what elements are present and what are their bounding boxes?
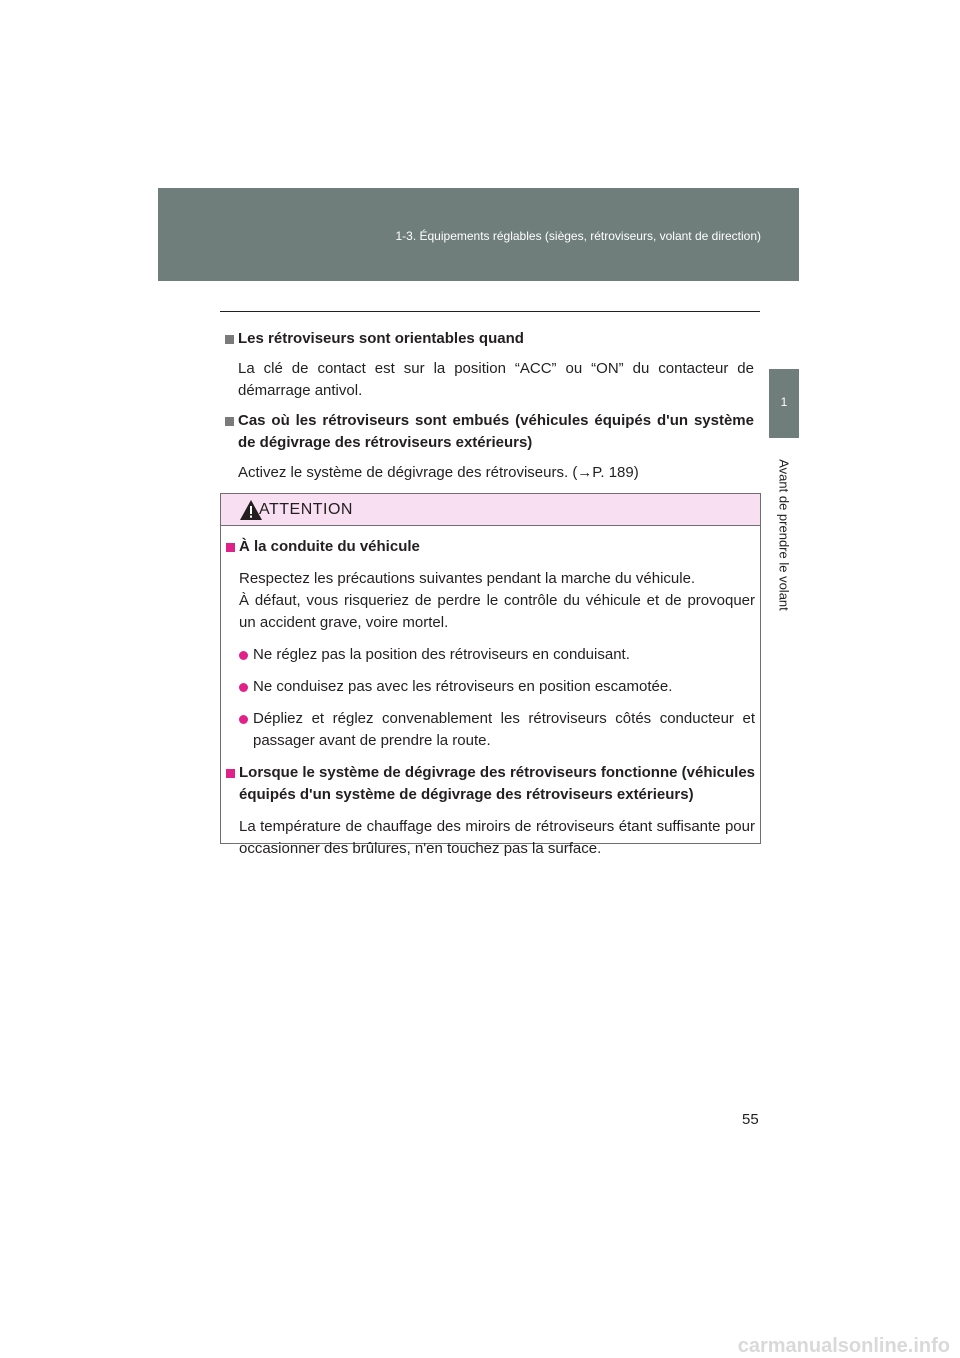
chapter-number: 1 — [780, 395, 788, 409]
main-content — [224, 328, 754, 484]
round-bullet-icon — [239, 683, 248, 692]
warning-bullet: Dépliez et réglez convenablement les rétroviseurs côtés conducteur et passager avant de prendre la route. — [225, 708, 755, 752]
warning-section-heading: À la conduite du véhicule — [225, 536, 755, 558]
square-bullet-icon — [226, 769, 235, 778]
warning-bullet: Ne conduisez pas avec les rétroviseurs en position escamotée. — [225, 676, 755, 698]
chapter-label: Avant de prendre le volant — [776, 459, 792, 611]
section-header-band — [158, 188, 799, 281]
round-bullet-icon — [239, 715, 248, 724]
item-heading: Les rétroviseurs sont orientables quand — [224, 328, 754, 350]
warning-title: ATTENTION — [259, 501, 353, 518]
warning-box — [220, 493, 761, 857]
watermark-text[interactable]: carmanualsonline.info — [737, 1335, 950, 1357]
warning-text: Respectez les précautions suivantes pendant la marche du véhicule. — [239, 570, 696, 587]
warning-body — [225, 536, 755, 860]
round-bullet-icon — [239, 651, 248, 660]
warning-section-heading: Lorsque le système de dégivrage des rétroviseurs fonctionne (véhicules équipés d'un système de dégivrage des rétroviseurs extérieurs) — [225, 762, 755, 806]
warning-text: La température de chauffage des miroirs de rétroviseurs étant suffisante pour occasionner des brûlures, n'en touchez pas la surface. — [239, 818, 755, 857]
item-text: La clé de contact est sur la position “ACC” ou “ON” du contacteur de démarrage antivol. — [238, 360, 754, 399]
chapter-tab — [769, 369, 799, 438]
warning-text: À défaut, vous risqueriez de perdre le contrôle du véhicule et de provoquer un accident grave, voire mortel. — [239, 592, 755, 631]
top-divider — [220, 311, 760, 312]
square-bullet-icon — [225, 417, 234, 426]
page-number: 55 — [742, 1111, 759, 1128]
square-bullet-icon — [225, 335, 234, 344]
warning-header — [221, 494, 760, 526]
item-heading: Cas où les rétroviseurs sont embués (véhicules équipés d'un système de dégivrage des rétroviseurs extérieurs) — [224, 410, 754, 454]
square-bullet-icon — [226, 543, 235, 552]
warning-bullet: Ne réglez pas la position des rétroviseurs en conduisant. — [225, 644, 755, 666]
item-text: Activez le système de dégivrage des rétroviseurs. (→P. 189) — [238, 464, 639, 481]
watermark-bar — [0, 1335, 960, 1358]
section-title: 1-3. Équipements réglables (sièges, rétroviseurs, volant de direction) — [395, 229, 761, 243]
